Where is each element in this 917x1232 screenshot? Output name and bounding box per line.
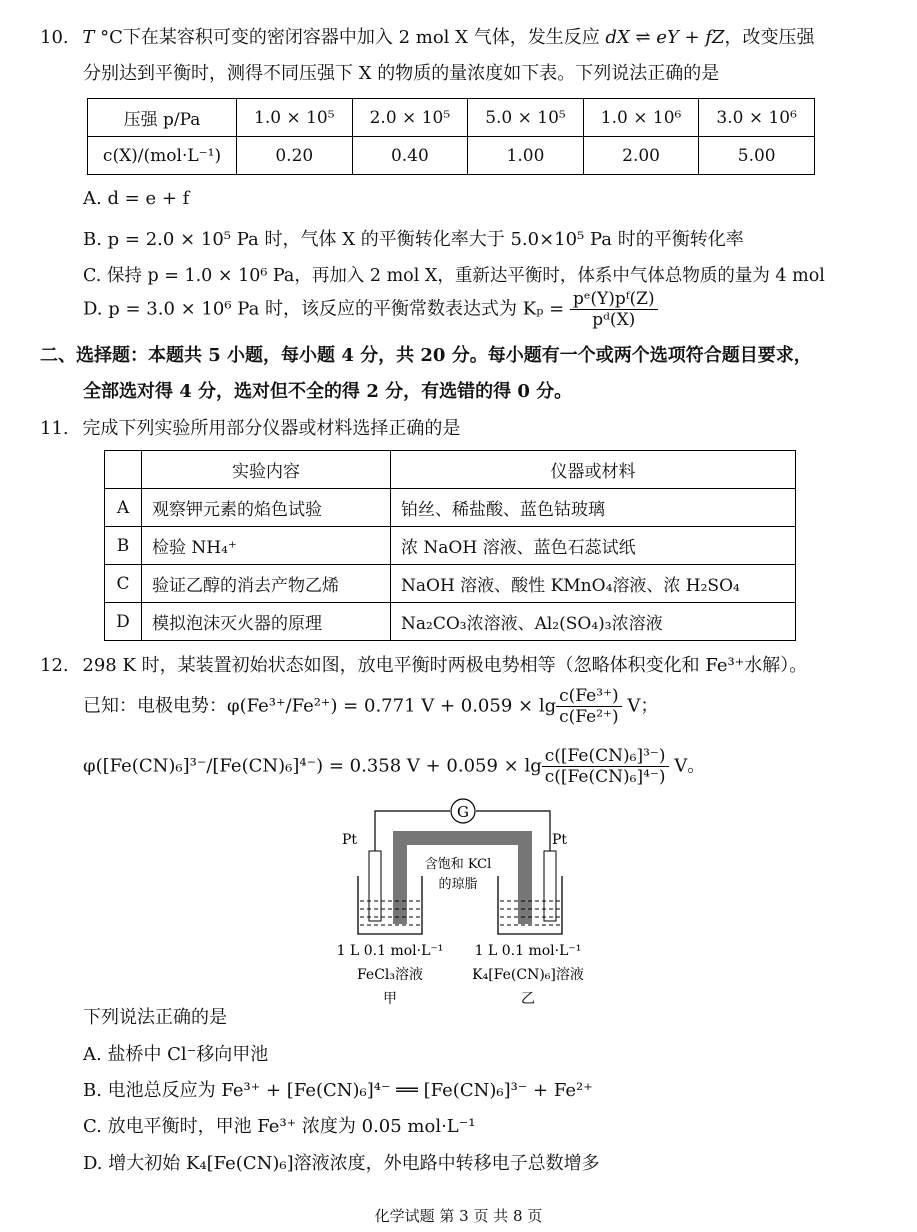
table-row — [88, 99, 815, 137]
table-cell: D — [105, 603, 142, 641]
q12-fe-fraction — [556, 686, 622, 727]
table-cell: 压强 p/Pa — [88, 99, 237, 137]
table-cell: NaOH 溶液、酸性 KMnO₄溶液、浓 H₂SO₄ — [391, 565, 796, 603]
q12-stem — [40, 655, 807, 678]
pt-label-right: Pt — [552, 832, 568, 848]
pt-electrode-left — [369, 851, 381, 921]
table-row — [105, 565, 796, 603]
q10-option-a: A. d = e + f — [83, 188, 190, 209]
table-cell: 5.0 × 10⁵ — [468, 99, 584, 137]
table-header — [105, 451, 142, 489]
q10-temp-symbol: T — [82, 27, 95, 48]
q11-stem-text: 完成下列实验所用部分仪器或材料选择正确的是 — [82, 418, 461, 439]
q10-option-d — [83, 289, 658, 330]
table-header: 仪器或材料 — [391, 451, 796, 489]
q12-known-unit: V； — [621, 695, 659, 717]
q10-option-d-text: D. p = 3.0 × 10⁶ Pa 时，该反应的平衡常数表达式为 Kₚ = — [83, 298, 565, 320]
table-cell: 1.0 × 10⁶ — [583, 99, 699, 137]
q10-products: eY + fZ — [656, 27, 725, 48]
table-cell: 检验 NH₄⁺ — [142, 527, 391, 565]
table-row — [105, 527, 796, 565]
q12-option-b: B. 电池总反应为 Fe³⁺ + [Fe(CN)₆]⁴⁻ ══ [Fe(CN)₆]³⁻ + Fe²⁺ — [83, 1080, 593, 1101]
q11-number: 11. — [40, 418, 69, 439]
table-cell: B — [105, 527, 142, 565]
section2-line2: 全部选对得 4 分，选对但不全的得 2 分，有选错的得 0 分。 — [83, 381, 573, 402]
right-cell-name: 乙 — [521, 991, 535, 1007]
left-solution: FeCl₃溶液 — [356, 967, 424, 983]
right-solution: K₄[Fe(CN)₆]溶液 — [472, 967, 584, 983]
table-cell: 0.40 — [352, 137, 468, 175]
q10-kp-fraction — [570, 289, 658, 330]
table-header: 实验内容 — [142, 451, 391, 489]
q12-eq2-unit: V。 — [668, 755, 706, 777]
table-cell: Na₂CO₃浓溶液、Al₂(SO₄)₃浓溶液 — [391, 603, 796, 641]
q12-option-c: C. 放电平衡时，甲池 Fe³⁺ 浓度为 0.05 mol·L⁻¹ — [83, 1116, 476, 1137]
q10-table — [87, 98, 815, 175]
right-concentration: 1 L 0.1 mol·L⁻¹ — [474, 943, 582, 959]
q12-stem-text: 298 K 时，某装置初始状态如图，放电平衡时两极电势相等（忽略体积变化和 Fe³⁺水解）。 — [82, 655, 808, 676]
galvanic-cell-diagram — [320, 796, 620, 1016]
table-row — [105, 451, 796, 489]
q10-line2: 分别达到平衡时，测得不同压强下 X 的物质的量浓度如下表。下列说法正确的是 — [83, 63, 720, 84]
fraction-numerator: c(Fe³⁺) — [556, 686, 622, 707]
table-row — [88, 137, 815, 175]
table-cell: A — [105, 489, 142, 527]
table-cell: c(X)/(mol·L⁻¹) — [88, 137, 237, 175]
q10-text-a: °C下在某容积可变的密闭容器中加入 2 mol X 气体，发生反应 — [94, 27, 606, 48]
table-cell: 观察钾元素的焰色试验 — [142, 489, 391, 527]
table-cell: 1.0 × 10⁵ — [237, 99, 353, 137]
table-cell: 2.0 × 10⁵ — [352, 99, 468, 137]
q12-number: 12. — [40, 655, 69, 676]
page-footer: 化学试题 第 3 页 共 8 页 — [374, 1207, 543, 1225]
q12-known-line — [83, 686, 658, 727]
fraction-denominator: pᵈ(X) — [592, 310, 636, 330]
salt-bridge-label-2: 的琼脂 — [438, 877, 478, 892]
q10-equilibrium-arrow: ⇌ — [629, 27, 657, 48]
table-cell: 验证乙醇的消去产物乙烯 — [142, 565, 391, 603]
table-cell: 2.00 — [583, 137, 699, 175]
q10-line1 — [40, 27, 815, 50]
table-row — [105, 489, 796, 527]
galvanometer-label: G — [457, 803, 469, 821]
q12-eq2-line — [83, 746, 705, 787]
q10-text-b: ，改变压强 — [724, 27, 815, 48]
table-cell: 0.20 — [237, 137, 353, 175]
table-cell: 3.0 × 10⁶ — [699, 99, 815, 137]
q10-reactant: dX — [605, 27, 630, 48]
table-cell: 1.00 — [468, 137, 584, 175]
table-cell: 5.00 — [699, 137, 815, 175]
fraction-numerator: c([Fe(CN)₆]³⁻) — [542, 746, 669, 767]
fraction-numerator: pᵉ(Y)pᶠ(Z) — [570, 289, 658, 310]
table-cell: 浓 NaOH 溶液、蓝色石蕊试纸 — [391, 527, 796, 565]
q10-number: 10. — [40, 27, 69, 48]
q12-option-d: D. 增大初始 K₄[Fe(CN)₆]溶液浓度，外电路中转移电子总数增多 — [83, 1153, 600, 1174]
q12-option-a: A. 盐桥中 Cl⁻移向甲池 — [83, 1044, 269, 1065]
q12-fecn-fraction — [542, 746, 669, 787]
fraction-denominator: c(Fe²⁺) — [559, 707, 619, 727]
q12-known-text: 已知：电极电势：φ(Fe³⁺/Fe²⁺) = 0.771 V + 0.059 × lg — [83, 695, 557, 717]
q10-option-c: C. 保持 p = 1.0 × 10⁶ Pa，再加入 2 mol X，重新达平衡时，体系中气体总物质的量为 4 mol — [83, 266, 825, 286]
left-concentration: 1 L 0.1 mol·L⁻¹ — [336, 943, 444, 959]
pt-label-left: Pt — [342, 832, 358, 848]
section2-line1: 二、选择题：本题共 5 小题，每小题 4 分，共 20 分。每小题有一个或两个选项符合题目要求， — [40, 345, 812, 366]
fraction-denominator: c([Fe(CN)₆]⁴⁻) — [544, 767, 666, 787]
q11-table — [104, 450, 796, 641]
q11-stem — [40, 418, 460, 441]
table-row — [105, 603, 796, 641]
salt-bridge-label-1: 含饱和 KCl — [424, 857, 492, 872]
table-cell: 铂丝、稀盐酸、蓝色钴玻璃 — [391, 489, 796, 527]
q10-option-b: B. p = 2.0 × 10⁵ Pa 时，气体 X 的平衡转化率大于 5.0×10⁵ Pa 时的平衡转化率 — [83, 229, 744, 250]
pt-electrode-right — [544, 851, 556, 921]
left-cell-name: 甲 — [383, 991, 397, 1007]
q12-eq2-text: φ([Fe(CN)₆]³⁻/[Fe(CN)₆]⁴⁻) = 0.358 V + 0.059 × lg — [83, 755, 542, 777]
table-cell: 模拟泡沫灭火器的原理 — [142, 603, 391, 641]
table-cell: C — [105, 565, 142, 603]
q12-lead: 下列说法正确的是 — [83, 1007, 227, 1028]
